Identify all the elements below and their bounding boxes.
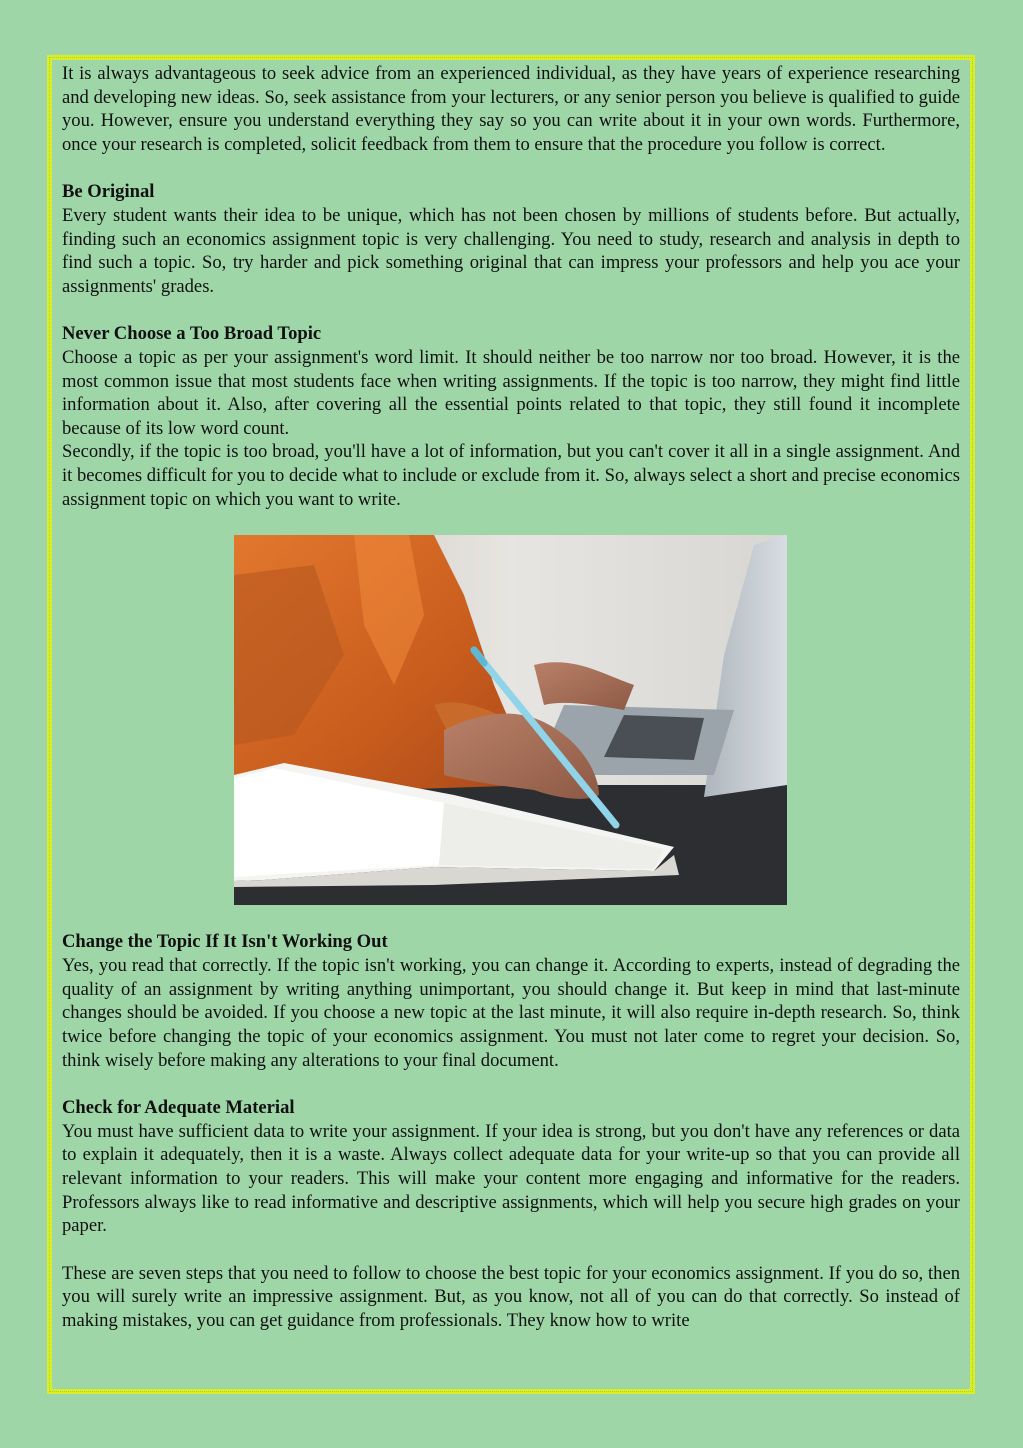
heading-change-topic: Change the Topic If It Isn't Working Out — [62, 931, 388, 953]
heading-never-choose-broad-topic: Never Choose a Too Broad Topic — [62, 323, 322, 345]
heading-adequate-material: Check for Adequate Material — [62, 1097, 295, 1119]
broad-topic-paragraph-1: Choose a topic as per your assignment's word limit. It should neither be too narrow nor too broad. However, it is the most common issue that most students face when writing assignments. If the topic is too narrow, they might find little information about it. Also, after covering all the essential points related to that topic, they still found it incomplete because of its low word count. — [62, 346, 960, 439]
change-topic-paragraph: Yes, you read that correctly. If the topic isn't working, you can change it. According to experts, instead of degrading the quality of an assignment by writing anything unimportant, you should change it. But keep in mind that last-minute changes should be avoided. If you choose a new topic at the last minute, it will also require in-depth research. So, think twice before changing the topic of your economics assignment. You must not later come to regret your decision. So, think wisely before making any alterations to your final document. — [62, 955, 960, 1071]
closing-paragraph: These are seven steps that you need to follow to choose the best topic for your economics assignment. If you do so, then you will surely write an impressive assignment. But, as you know, not all of you can do that correctly. So instead of making mistakes, you can get guidance from professionals. They know how to write — [62, 1262, 960, 1331]
writing-photo — [234, 535, 787, 905]
document-body — [62, 62, 960, 1333]
heading-be-original: Be Original — [62, 181, 155, 203]
intro-paragraph: It is always advantageous to seek advice from an experienced individual, as they have years of experience researching and developing new ideas. So, seek assistance from your lecturers, or any senior person you believe is qualified to guide you. However, ensure you understand everything they say so you can write about it in your own words. Furthermore, once your research is completed, solicit feedback from them to ensure that the procedure you follow is correct. — [62, 63, 960, 155]
broad-topic-paragraph-2: Secondly, if the topic is too broad, you'll have a lot of information, but you can't cover it all in a single assignment. And it becomes difficult for you to decide what to include or exclude from it. So, always select a short and precise economics assignment topic on which you want to write. — [62, 441, 960, 510]
adequate-material-paragraph: You must have sufficient data to write your assignment. If your idea is strong, but you don't have any references or data to explain it adequately, then it is a waste. Always collect adequate data for your write-up so that you can provide all relevant information to your readers. This will make your content more engaging and informative for the readers. Professors always like to read informative and descriptive assignments, which will help you secure high grades on your paper. — [62, 1120, 960, 1237]
be-original-paragraph: Every student wants their idea to be unique, which has not been chosen by millions of students before. But actually, finding such an economics assignment topic is very challenging. You need to study, research and analysis in depth to find such a topic. So, try harder and pick something original that can impress your professors and help you ace your assignments' grades. — [62, 204, 960, 297]
